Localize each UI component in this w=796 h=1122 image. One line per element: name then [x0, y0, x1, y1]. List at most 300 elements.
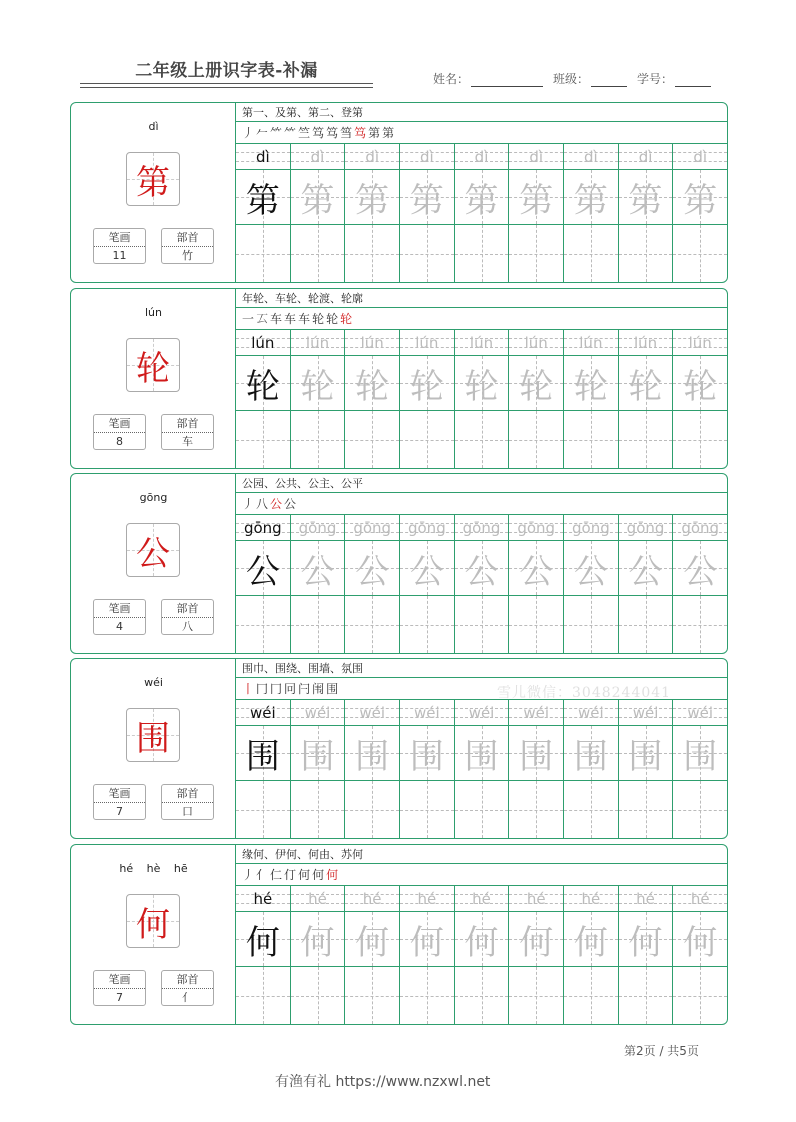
practice-column [564, 330, 619, 468]
radical-box [161, 784, 214, 820]
character-cell[interactable] [400, 726, 454, 781]
character-cell[interactable] [236, 726, 290, 781]
practice-column [564, 515, 619, 653]
pinyin-trace: gōng [572, 519, 610, 537]
character-trace: 围 [409, 736, 444, 777]
blank-practice-cell[interactable] [673, 596, 727, 653]
character-trace: 轮 [409, 366, 444, 407]
practice-column [619, 886, 674, 1024]
character-cell[interactable] [619, 170, 673, 225]
practice-column [509, 886, 564, 1024]
pinyin-cell[interactable] [236, 144, 290, 170]
pinyin-trace: hé [526, 890, 546, 908]
student-number-label: 学号： [637, 72, 674, 86]
blank-practice-cell[interactable] [236, 411, 290, 468]
stroke-count-box [93, 784, 146, 820]
blank-practice-cell[interactable] [400, 225, 454, 282]
character-trace: 围 [573, 736, 608, 777]
radical-value: 口 [182, 805, 193, 818]
practice-column [455, 515, 510, 653]
character-cell[interactable] [509, 356, 563, 411]
example-words: 围巾、围绕、围墙、氛围 [236, 659, 727, 678]
pinyin-trace: wéi [578, 704, 604, 722]
pinyin-cell[interactable] [564, 144, 618, 170]
blank-practice-cell[interactable] [509, 411, 563, 468]
character-cell[interactable] [673, 356, 727, 411]
blank-practice-cell[interactable] [619, 225, 673, 282]
stroke-step: 轮 [312, 312, 327, 326]
character-trace: 何 [300, 922, 335, 963]
practice-grid [236, 144, 727, 282]
pinyin-cell[interactable] [509, 330, 563, 356]
character-cell[interactable] [564, 726, 618, 781]
pinyin-cell[interactable] [673, 330, 727, 356]
pinyin-cell[interactable] [236, 700, 290, 726]
character-trace: 第 [573, 180, 608, 221]
blank-practice-cell[interactable] [291, 781, 345, 838]
character-pinyin: gōng [139, 491, 168, 504]
pinyin-trace: dì [693, 148, 708, 166]
blank-practice-cell[interactable] [673, 225, 727, 282]
practice-column [619, 515, 674, 653]
blank-practice-cell[interactable] [564, 225, 618, 282]
character-cell[interactable] [673, 912, 727, 967]
pinyin-trace: hé [636, 890, 655, 908]
pinyin-trace: lún [688, 334, 712, 352]
character-trace: 公 [245, 551, 280, 592]
character-trace: 何 [464, 922, 499, 963]
character-trace: 轮 [683, 366, 718, 407]
blank-practice-cell[interactable] [291, 411, 345, 468]
stroke-step: 笃 [326, 126, 341, 140]
pinyin-trace: dì [584, 148, 598, 166]
character-cell[interactable] [345, 912, 399, 967]
student-number-blank[interactable] [675, 72, 711, 87]
blank-practice-cell[interactable] [455, 596, 509, 653]
blank-practice-cell[interactable] [619, 781, 673, 838]
blank-practice-cell[interactable] [345, 781, 399, 838]
pinyin-trace: wéi [687, 704, 714, 722]
pinyin-cell[interactable] [509, 700, 563, 726]
pinyin-cell[interactable] [291, 144, 345, 170]
character-cell[interactable] [400, 170, 454, 225]
character-trace: 围 [683, 736, 718, 777]
character-cell[interactable] [509, 170, 563, 225]
pinyin-cell[interactable] [509, 886, 563, 912]
pinyin-trace: dì [474, 148, 489, 166]
pinyin-cell[interactable] [619, 330, 673, 356]
character-trace: 轮 [245, 366, 280, 407]
practice-grid [236, 886, 727, 1024]
pinyin-trace: wéi [304, 704, 331, 722]
blank-practice-cell[interactable] [236, 781, 290, 838]
pinyin-trace: gōng [681, 519, 720, 537]
character-cell[interactable] [509, 726, 563, 781]
pinyin-cell[interactable] [564, 886, 618, 912]
character-cell[interactable] [400, 356, 454, 411]
blank-practice-cell[interactable] [291, 225, 345, 282]
pinyin-cell[interactable] [400, 144, 454, 170]
pinyin-cell[interactable] [673, 515, 727, 541]
pinyin-trace: hé [690, 890, 710, 908]
character-display-box [126, 152, 180, 206]
pinyin-cell[interactable] [400, 330, 454, 356]
pinyin-cell[interactable] [455, 886, 509, 912]
character-trace: 公 [519, 551, 554, 592]
practice-column [291, 144, 346, 282]
pinyin-cell[interactable] [455, 330, 509, 356]
pinyin-cell[interactable] [673, 700, 727, 726]
blank-practice-cell[interactable] [400, 411, 454, 468]
blank-practice-cell[interactable] [509, 967, 563, 1024]
blank-practice-cell[interactable] [400, 967, 454, 1024]
stroke-count-value: 7 [116, 991, 123, 1004]
pinyin-cell[interactable] [455, 700, 509, 726]
radical-label: 部首 [162, 229, 213, 247]
pinyin-cell[interactable] [455, 515, 509, 541]
blank-practice-cell[interactable] [673, 967, 727, 1024]
blank-practice-cell[interactable] [564, 781, 618, 838]
pinyin-trace: gōng [407, 519, 446, 537]
practice-column [345, 700, 400, 838]
pinyin-trace: gōng [243, 519, 282, 537]
character-display-box [126, 338, 180, 392]
blank-practice-cell[interactable] [619, 967, 673, 1024]
blank-practice-cell[interactable] [455, 967, 509, 1024]
pinyin-trace: hé [581, 890, 601, 908]
pinyin-cell[interactable] [564, 515, 618, 541]
character-display: 公 [136, 533, 170, 574]
character-cell[interactable] [236, 912, 290, 967]
stroke-step: 竺 [298, 126, 313, 140]
pinyin-trace: lún [251, 334, 275, 352]
blank-practice-cell[interactable] [400, 596, 454, 653]
radical-value: 车 [182, 435, 193, 448]
pinyin-trace: lún [415, 334, 439, 352]
character-cell[interactable] [291, 356, 345, 411]
practice-column [564, 700, 619, 838]
character-pinyin: wéi [144, 676, 163, 689]
character-cell[interactable] [455, 912, 509, 967]
pinyin-cell[interactable] [291, 330, 345, 356]
character-cell[interactable] [345, 726, 399, 781]
page-title: 二年级上册识字表-补漏 [135, 61, 318, 81]
blank-practice-cell[interactable] [400, 781, 454, 838]
blank-practice-cell[interactable] [564, 967, 618, 1024]
character-cell[interactable] [619, 356, 673, 411]
character-cell[interactable] [236, 541, 290, 596]
character-cell[interactable] [291, 170, 345, 225]
stroke-step: 冂 [270, 682, 285, 696]
character-cell[interactable] [564, 541, 618, 596]
stroke-count-value: 8 [116, 435, 123, 448]
blank-practice-cell[interactable] [619, 411, 673, 468]
character-cell[interactable] [673, 541, 727, 596]
character-pinyin: dì [148, 120, 159, 133]
pinyin-trace: lún [633, 334, 658, 352]
pinyin-trace: hé [417, 890, 437, 908]
stroke-step: 仃 [284, 868, 299, 882]
blank-practice-cell[interactable] [455, 411, 509, 468]
stroke-step: 丿 [242, 868, 257, 882]
pinyin-cell[interactable] [619, 700, 673, 726]
character-info-panel [71, 845, 236, 1024]
blank-practice-cell[interactable] [345, 596, 399, 653]
practice-panel [236, 474, 727, 653]
pinyin-trace: wéi [414, 704, 440, 722]
pinyin-trace: lún [360, 334, 384, 352]
radical-box [161, 970, 214, 1006]
character-info-panel [71, 474, 236, 653]
pinyin-trace: hé [253, 890, 273, 908]
pinyin-trace: wéi [468, 704, 495, 722]
character-cell[interactable] [564, 170, 618, 225]
practice-column [619, 700, 674, 838]
stroke-step: 亻 [256, 868, 271, 882]
pinyin-cell[interactable] [345, 515, 399, 541]
character-trace: 围 [628, 736, 663, 777]
character-trace: 公 [409, 551, 444, 592]
blank-practice-cell[interactable] [291, 967, 345, 1024]
pinyin-cell[interactable] [291, 700, 345, 726]
pinyin-cell[interactable] [236, 515, 290, 541]
practice-column [400, 886, 455, 1024]
class-field[interactable] [553, 70, 627, 87]
practice-column [509, 700, 564, 838]
pinyin-cell[interactable] [673, 144, 727, 170]
stroke-step: 冋 [284, 682, 299, 696]
pinyin-trace: dì [638, 148, 653, 166]
practice-column [673, 144, 727, 282]
pinyin-cell[interactable] [400, 700, 454, 726]
stroke-step: 八 [256, 497, 271, 511]
pinyin-cell[interactable] [400, 886, 454, 912]
character-cell[interactable] [291, 541, 345, 596]
stroke-step: 何 [312, 868, 327, 882]
footer-text: 有渔有礼 https://www.nzxwl.net [275, 1074, 491, 1090]
class-blank[interactable] [591, 72, 627, 87]
character-cell[interactable] [345, 541, 399, 596]
blank-practice-cell[interactable] [236, 225, 290, 282]
character-cell[interactable] [455, 726, 509, 781]
pinyin-cell[interactable] [455, 144, 509, 170]
practice-column [619, 144, 674, 282]
radical-box [161, 228, 214, 264]
name-blank[interactable] [471, 72, 543, 87]
stroke-step: 何 [326, 868, 341, 882]
character-cell[interactable] [455, 170, 509, 225]
practice-column [345, 886, 400, 1024]
pinyin-cell[interactable] [345, 700, 399, 726]
practice-column [400, 144, 455, 282]
character-trace: 第 [245, 180, 280, 221]
character-trace: 何 [409, 922, 444, 963]
character-cell[interactable] [619, 726, 673, 781]
stroke-order [236, 308, 727, 330]
character-cell[interactable] [345, 170, 399, 225]
pinyin-trace: lún [579, 334, 603, 352]
blank-practice-cell[interactable] [509, 596, 563, 653]
character-card [70, 844, 728, 1025]
stroke-step: 笃 [312, 126, 327, 140]
character-cell[interactable] [291, 912, 345, 967]
stroke-step: 丿 [242, 497, 257, 511]
blank-practice-cell[interactable] [236, 967, 290, 1024]
pinyin-cell[interactable] [509, 515, 563, 541]
student-info-fields [433, 70, 711, 87]
stroke-step: 冂 [256, 682, 271, 696]
practice-column [673, 700, 727, 838]
student-number-field[interactable] [637, 70, 711, 87]
title-underline [80, 83, 373, 84]
practice-grid [236, 515, 727, 653]
pinyin-trace: wéi [359, 704, 386, 722]
blank-practice-cell[interactable] [345, 225, 399, 282]
blank-practice-cell[interactable] [345, 967, 399, 1024]
example-words: 缘何、伊何、何由、苏何 [236, 845, 727, 864]
blank-practice-cell[interactable] [673, 781, 727, 838]
blank-practice-cell[interactable] [564, 411, 618, 468]
practice-column [455, 700, 510, 838]
character-trace: 何 [573, 922, 608, 963]
pinyin-cell[interactable] [509, 144, 563, 170]
character-trace: 公 [628, 551, 663, 592]
stroke-step: 何 [298, 868, 313, 882]
stroke-count-box [93, 599, 146, 635]
stroke-count-label: 笔画 [94, 229, 145, 247]
radical-value: 竹 [182, 249, 193, 262]
pinyin-cell[interactable] [619, 886, 673, 912]
practice-grid [236, 700, 727, 838]
character-cell[interactable] [236, 170, 290, 225]
character-trace: 第 [464, 180, 499, 221]
pinyin-cell[interactable] [291, 886, 345, 912]
pinyin-trace: hé [362, 890, 382, 908]
stroke-step: 仁 [270, 868, 285, 882]
blank-practice-cell[interactable] [236, 596, 290, 653]
blank-practice-cell[interactable] [509, 225, 563, 282]
practice-column [455, 330, 510, 468]
character-trace: 第 [300, 180, 335, 221]
character-cell[interactable] [400, 541, 454, 596]
character-cell[interactable] [619, 541, 673, 596]
practice-column [236, 515, 291, 653]
pinyin-cell[interactable] [345, 144, 399, 170]
character-trace: 轮 [464, 366, 499, 407]
pinyin-cell[interactable] [564, 700, 618, 726]
stroke-order [236, 493, 727, 515]
character-cell[interactable] [291, 726, 345, 781]
pinyin-trace: dì [310, 148, 325, 166]
stroke-step: 丨 [242, 682, 257, 696]
blank-practice-cell[interactable] [455, 225, 509, 282]
stroke-step: ⺮ [270, 126, 285, 140]
practice-column [564, 144, 619, 282]
radical-box [161, 599, 214, 635]
character-cell[interactable] [236, 356, 290, 411]
pinyin-trace: gōng [626, 519, 665, 537]
character-cell[interactable] [400, 912, 454, 967]
practice-column [345, 144, 400, 282]
character-cell[interactable] [455, 541, 509, 596]
practice-column [564, 886, 619, 1024]
blank-practice-cell[interactable] [291, 596, 345, 653]
pinyin-cell[interactable] [345, 330, 399, 356]
character-trace: 第 [683, 180, 718, 221]
practice-column [455, 144, 510, 282]
character-cell[interactable] [564, 356, 618, 411]
pinyin-cell[interactable] [291, 515, 345, 541]
blank-practice-cell[interactable] [564, 596, 618, 653]
pinyin-cell[interactable] [236, 886, 290, 912]
title-underline [80, 87, 373, 88]
pinyin-trace: gōng [517, 519, 556, 537]
example-words: 年轮、车轮、轮渡、轮廓 [236, 289, 727, 308]
character-cell[interactable] [673, 170, 727, 225]
pinyin-trace: dì [420, 148, 434, 166]
practice-column [509, 330, 564, 468]
stroke-step: 轮 [340, 312, 355, 326]
example-words: 第一、及第、第二、登第 [236, 103, 727, 122]
page-number: 第2页 / 共5页 [624, 1044, 699, 1058]
pinyin-cell[interactable] [619, 144, 673, 170]
example-words: 公园、公共、公主、公平 [236, 474, 727, 493]
practice-column [619, 330, 674, 468]
stroke-step: 公 [284, 497, 299, 511]
pinyin-cell[interactable] [619, 515, 673, 541]
practice-column [345, 330, 400, 468]
blank-practice-cell[interactable] [619, 596, 673, 653]
practice-panel [236, 103, 727, 282]
pinyin-trace: lún [524, 334, 548, 352]
character-cell[interactable] [509, 912, 563, 967]
character-trace: 围 [245, 736, 280, 777]
stroke-count-label: 笔画 [94, 415, 145, 433]
radical-box [161, 414, 214, 450]
character-info-panel [71, 103, 236, 282]
character-trace: 轮 [519, 366, 554, 407]
character-trace: 何 [355, 922, 390, 963]
character-display: 围 [136, 718, 170, 759]
character-cell[interactable] [455, 356, 509, 411]
stroke-count-value: 7 [116, 805, 123, 818]
pinyin-cell[interactable] [673, 886, 727, 912]
blank-practice-cell[interactable] [345, 411, 399, 468]
stroke-step: 车 [284, 312, 299, 326]
stroke-count-label: 笔画 [94, 785, 145, 803]
pinyin-cell[interactable] [236, 330, 290, 356]
name-field[interactable] [433, 70, 543, 87]
blank-practice-cell[interactable] [509, 781, 563, 838]
blank-practice-cell[interactable] [455, 781, 509, 838]
pinyin-cell[interactable] [564, 330, 618, 356]
character-cell[interactable] [564, 912, 618, 967]
pinyin-cell[interactable] [400, 515, 454, 541]
practice-column [291, 515, 346, 653]
blank-practice-cell[interactable] [673, 411, 727, 468]
stroke-step: 一 [242, 312, 257, 326]
practice-column [400, 700, 455, 838]
character-trace: 围 [300, 736, 335, 777]
character-cell[interactable] [619, 912, 673, 967]
pinyin-cell[interactable] [345, 886, 399, 912]
character-cell[interactable] [509, 541, 563, 596]
stroke-step: 车 [298, 312, 313, 326]
character-display: 何 [136, 904, 170, 945]
character-cell[interactable] [345, 356, 399, 411]
character-trace: 围 [519, 736, 554, 777]
character-cell[interactable] [673, 726, 727, 781]
